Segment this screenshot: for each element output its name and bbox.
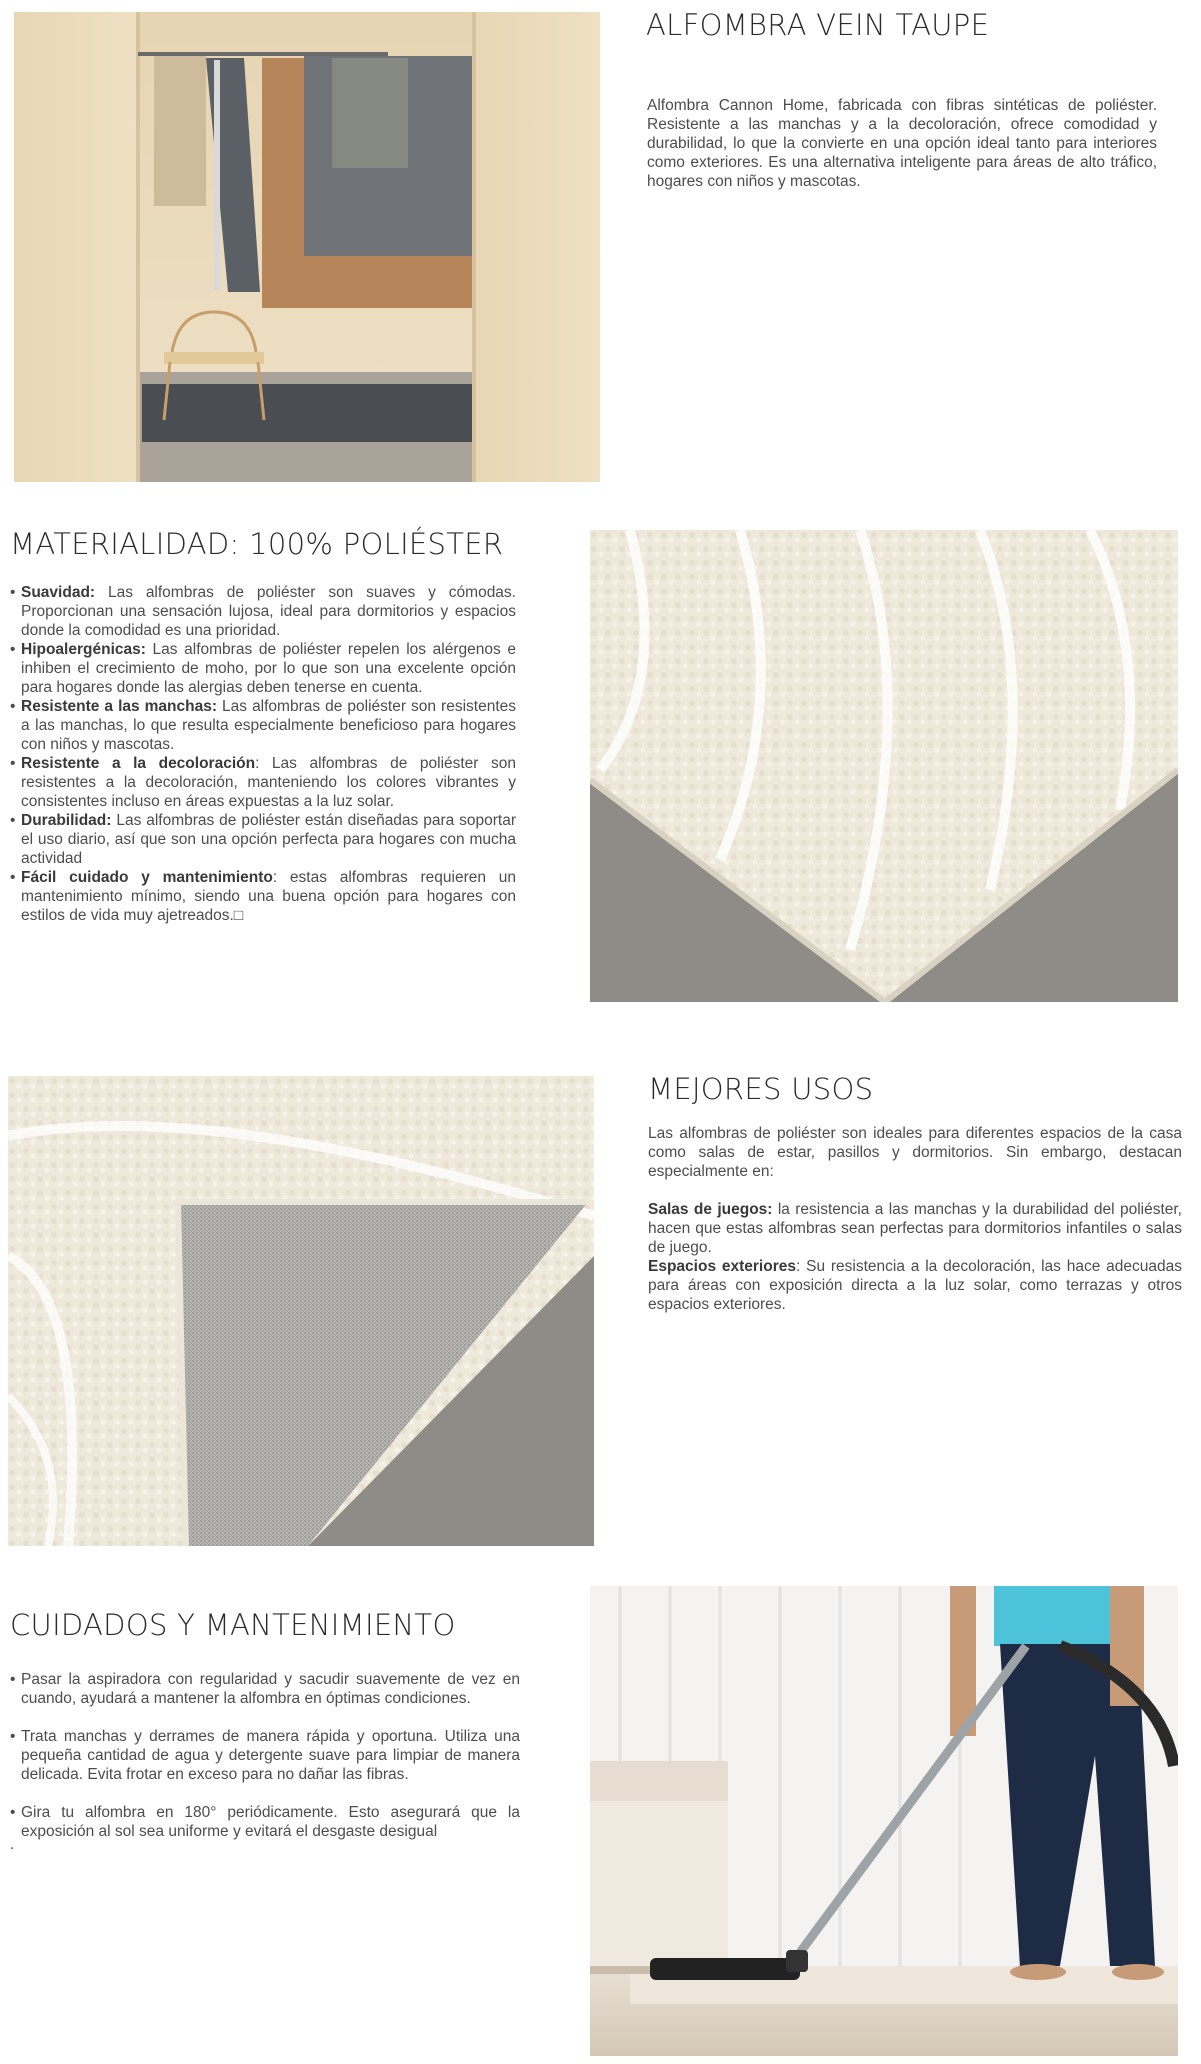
list-item: • Resistente a las manchas: Las alfombras de poliéster son resistentes a las manchas, lo que resulta especialmente beneficioso para hogares con niños y mascotas. [10,697,516,754]
materiality-title: MATERIALIDAD: 100% POLIÉSTER [10,527,504,561]
use-item: Espacios exteriores: Su resistencia a la decoloración, las hace adecuadas para áreas con exposición directa a la luz solar, como terrazas y otros espacios exteriores. [648,1258,1182,1313]
list-item: • Suavidad: Las alfombras de poliéster son suaves y cómodas. Proporcionan una sensación lujosa, ideal para dormitorios y espacios donde la comodidad es una prioridad. [10,583,516,640]
list-item: • Durabilidad: Las alfombras de poliéster están diseñadas para soportar el uso diario, así que son una opción perfecta para hogares con mucha actividad [10,811,516,868]
list-item: • Hipoalergénicas: Las alfombras de poliéster repelen los alérgenos e inhiben el crecimiento de moho, por lo que son una excelente opción para hogares donde las alergias deben tenerse en cuenta. [10,640,516,697]
list-item: • Fácil cuidado y mantenimiento: estas alfombras requieren un mantenimiento mínimo, siendo una buena opción para hogares con estilos de vida muy ajetreados.□ [10,868,516,925]
use-item: Salas de juegos: la resistencia a las manchas y la durabilidad del poliéster, hacen que estas alfombras sean perfectas para dormitorios infantiles o salas de juego. [648,1201,1182,1256]
list-item: • Pasar la aspiradora con regularidad y sacudir suavemente de vez en cuando, ayudará a mantener la alfombra en óptimas condiciones. [10,1670,520,1708]
trailing-dot: . [10,1836,15,1853]
list-item: • Resistente a la decoloración: Las alfombras de poliéster son resistentes a la decoloración, manteniendo los colores vibrantes y consistentes incluso en áreas expuestas a la luz solar. [10,754,516,811]
best-uses-list [648,1200,1182,1314]
room-rugs-photo [14,12,600,482]
materiality-list [10,583,516,925]
rug-backing-photo [8,1076,594,1546]
best-uses-intro: Las alfombras de poliéster son ideales para diferentes espacios de la casa como salas de estar, pasillos y dormitorios. Sin embargo, destacan especialmente en: [648,1125,1182,1180]
list-item: • Gira tu alfombra en 180° periódicamente. Esto asegurará que la exposición al sol sea uniforme y evitará el desgaste desigual [10,1803,520,1841]
rug-texture-photo [590,530,1178,1002]
care-list [10,1670,520,1841]
list-item: • Trata manchas y derrames de manera rápida y oportuna. Utiliza una pequeña cantidad de agua y detergente suave para limpiar de manera delicada. Evita frotar en exceso para no dañar las fibras. [10,1727,520,1784]
care-title: CUIDADOS Y MANTENIMIENTO [10,1608,456,1642]
product-title: ALFOMBRA VEIN TAUPE [646,8,990,42]
product-description: Alfombra Cannon Home, fabricada con fibras sintéticas de poliéster. Resistente a las manchas y a la decoloración, ofrece comodidad y durabilidad, lo que la convierte en una opción ideal tanto para interiores como exteriores. Es una alternativa inteligente para áreas de alto tráfico, hogares con niños y mascotas. [647,97,1157,190]
best-uses-title: MEJORES USOS [648,1072,874,1106]
vacuum-cleaning-photo [590,1586,1178,2056]
